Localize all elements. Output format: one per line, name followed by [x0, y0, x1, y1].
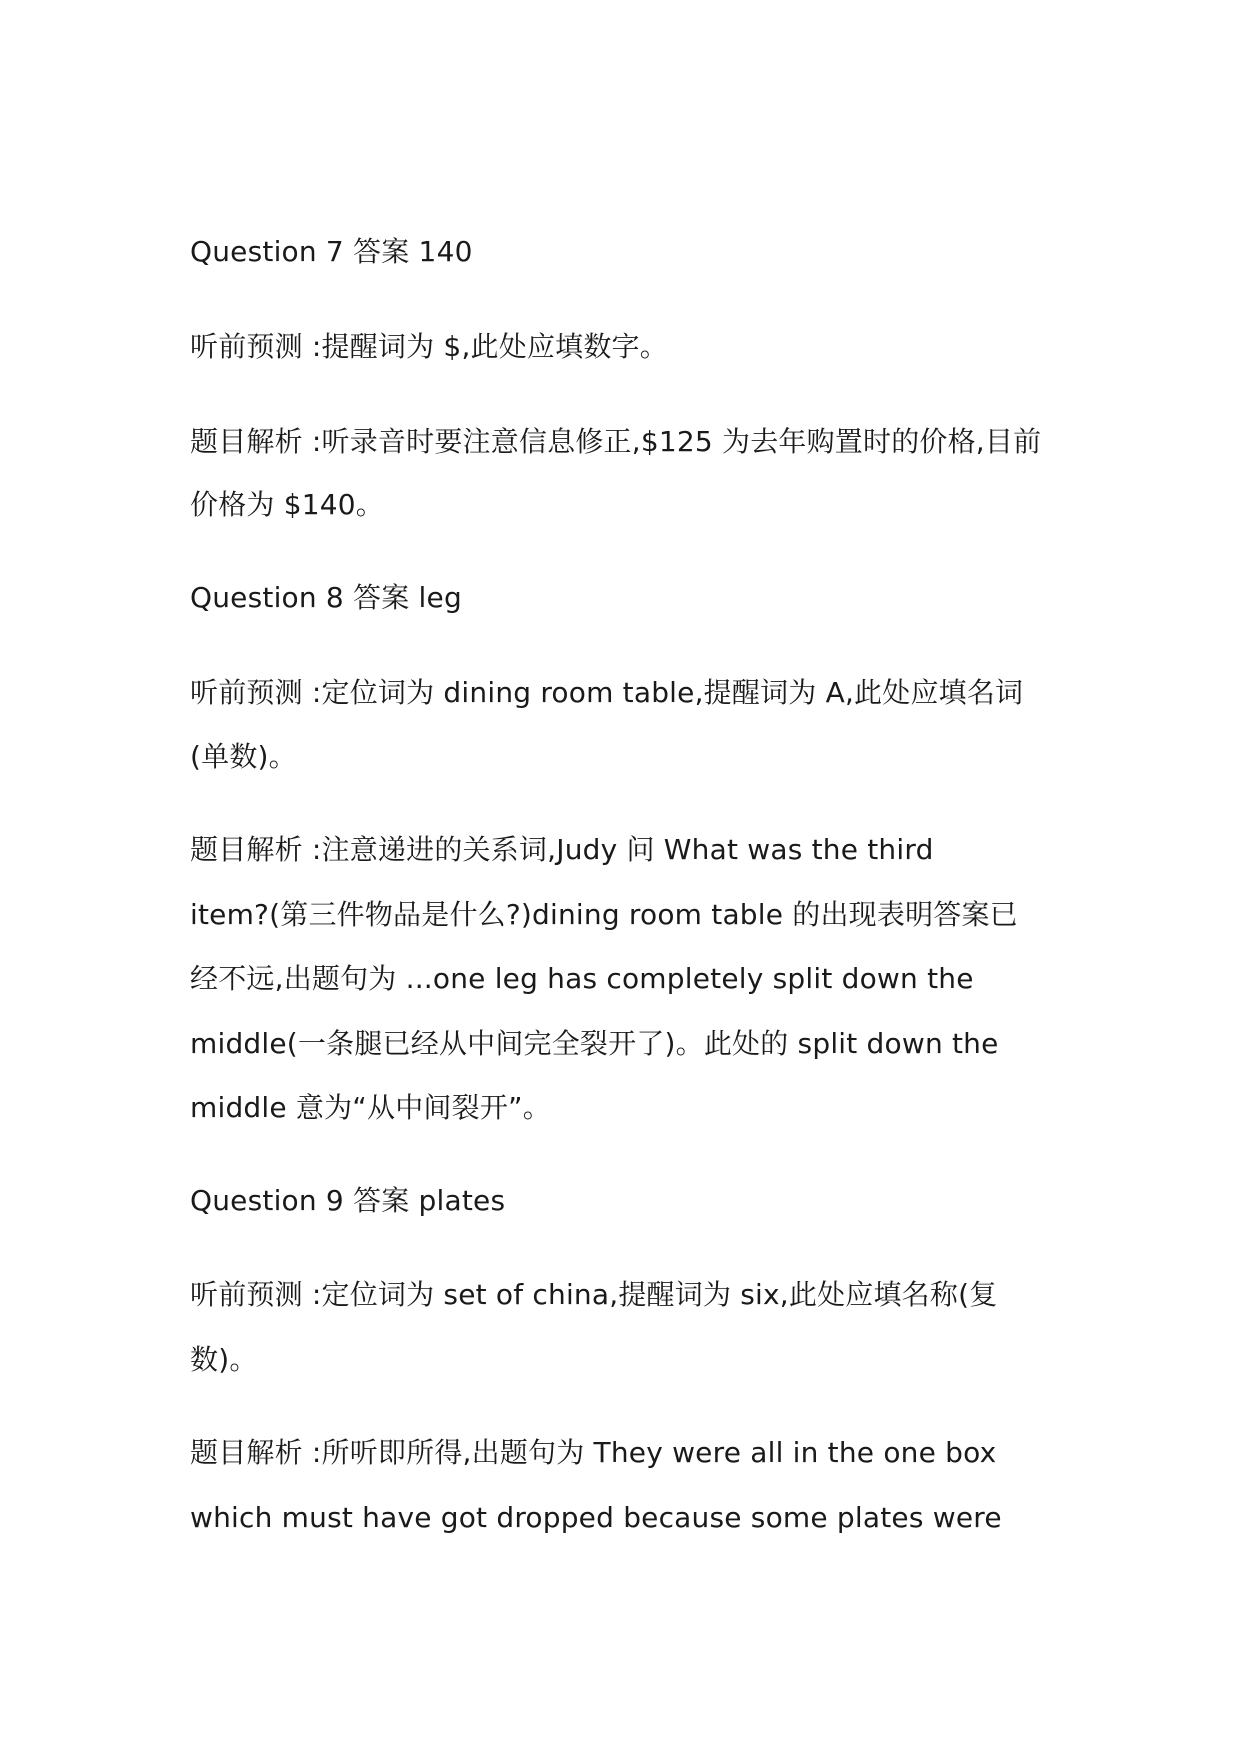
question-7-analysis-line-2: 价格为 $140。 — [190, 488, 384, 521]
question-9-analysis-line-1: 题目解析 :所听即所得,出题句为 They were all in the one box — [190, 1436, 997, 1469]
question-8-prediction-line-2: (单数)。 — [190, 740, 297, 773]
question-9-heading: Question 9 答案 plates — [190, 1184, 506, 1217]
question-7-heading: Question 7 答案 140 — [190, 235, 473, 268]
question-9-analysis-line-2: which must have got dropped because some plates were — [190, 1501, 1002, 1534]
question-8-analysis-line-3: 经不远,出题句为 ...one leg has completely split down the — [190, 962, 974, 995]
question-9-prediction-line-1: 听前预测 :定位词为 set of china,提醒词为 six,此处应填名称(复 — [190, 1278, 998, 1311]
question-9-prediction-line-2: 数)。 — [190, 1343, 258, 1376]
question-8-analysis-line-1: 题目解析 :注意递进的关系词,Judy 问 What was the third — [190, 833, 934, 866]
question-8-prediction-line-1: 听前预测 :定位词为 dining room table,提醒词为 A,此处应填名词 — [190, 676, 1024, 709]
question-8-analysis-line-5: middle 意为“从中间裂开”。 — [190, 1091, 551, 1124]
question-7-analysis-line-1: 题目解析 :听录音时要注意信息修正,$125 为去年购置时的价格,目前 — [190, 425, 1042, 458]
question-7-prediction: 听前预测 :提醒词为 $,此处应填数字。 — [190, 330, 668, 363]
question-8-heading: Question 8 答案 leg — [190, 581, 462, 614]
question-8-analysis-line-4: middle(一条腿已经从中间完全裂开了)。此处的 split down the — [190, 1027, 999, 1060]
question-8-analysis-line-2: item?(第三件物品是什么?)dining room table 的出现表明答案已 — [190, 898, 1018, 931]
